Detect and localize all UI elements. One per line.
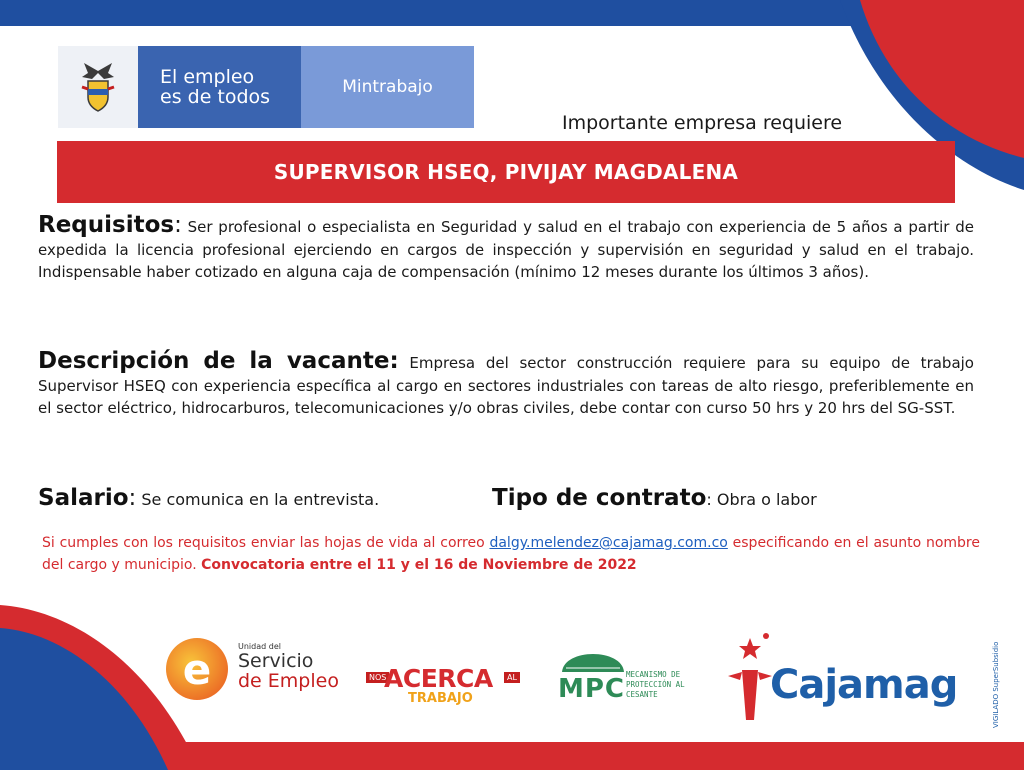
contract-section (492, 485, 817, 511)
gov-logo (58, 46, 474, 128)
intro-text: Importante empresa requiere (562, 112, 843, 134)
job-title-bar (57, 141, 955, 203)
cajamag-logo (720, 630, 1010, 730)
email-link[interactable]: dalgy.melendez@cajamag.com.co (489, 535, 728, 551)
nos-acerca-left: NOS (366, 672, 389, 683)
requirements-heading: Requisitos (38, 212, 175, 238)
description-text: Empresa del sector construcción requiere para su equipo de trabajo Supervisor HSEQ con experiencia específica al cargo en sectores industriales con tareas de alto riesgo, preferiblemente en el sector eléctrico, hidrocarburos, telecomunicaciones y/o obras civiles, debe contar con curso 50 hrs y 20 hrs del SG-SST. (38, 354, 974, 417)
salary-section (38, 485, 379, 511)
servicio-empleo-line1: Servicio (238, 650, 314, 672)
nos-acerca-logo (366, 664, 526, 710)
salary-text: Se comunica en la entrevista. (136, 490, 380, 509)
servicio-empleo-line2: de Empleo (238, 670, 339, 692)
salary-heading: Salario (38, 485, 129, 511)
ministry-label: Mintrabajo (342, 77, 433, 97)
description-section (38, 350, 974, 420)
contract-text: : Obra o labor (706, 490, 817, 509)
contract-heading: Tipo de contrato (492, 485, 707, 511)
servicio-empleo-logo (166, 634, 356, 714)
umbrella-icon (558, 638, 628, 678)
requirements-section (38, 214, 974, 284)
shield-icon (74, 59, 122, 115)
bottom-red-band (180, 742, 1024, 770)
gov-slogan (138, 46, 301, 128)
mpc-abbr: MPC (558, 674, 626, 704)
coat-of-arms-icon (58, 46, 138, 128)
ministry-name (301, 46, 474, 128)
cajamag-name: Cajamag (770, 662, 958, 708)
servicio-empleo-e-icon: e (166, 638, 228, 700)
notice-text-before: Si cumples con los requisitos enviar las hojas de vida al correo (42, 535, 490, 551)
application-notice (42, 532, 980, 576)
cajamag-vigilado: VIGILADO SuperSubsidio (992, 641, 1000, 728)
mpc-logo (556, 636, 692, 720)
requirements-text: Ser profesional o especialista en Seguridad y salud en el trabajo con experiencia de 5 años a partir de expedida la licencia profesional ejerciendo en cargos de inspección y supervisión en seguridad y salud en el trabajo. Indispensable haber cotizado en alguna caja de compensación (mínimo 12 meses durante los últimos 3 años). (38, 218, 974, 281)
job-title: SUPERVISOR HSEQ, PIVIJAY MAGDALENA (273, 160, 739, 184)
nos-acerca-main: ACERCA (384, 664, 493, 693)
slogan-line-2: es de todos (160, 86, 271, 108)
notice-text-after: especificando en el asunto nombre del cargo y municipio. (42, 535, 980, 573)
mpc-full: MECANISMO DE PROTECCIÓN AL CESANTE (626, 670, 685, 699)
deadline-text: Convocatoria entre el 11 y el 16 de Noviembre de 2022 (201, 557, 637, 573)
salary-colon: : (128, 485, 137, 511)
nos-acerca-sub: TRABAJO (408, 691, 473, 706)
servicio-empleo-small: Unidad del (238, 642, 281, 651)
nos-acerca-right: AL (504, 672, 520, 683)
requirements-colon: : (174, 212, 182, 238)
slogan-line-1: El empleo (160, 66, 255, 88)
servicio-empleo-text (238, 642, 339, 691)
description-heading: Descripción de la vacante: (38, 348, 399, 374)
